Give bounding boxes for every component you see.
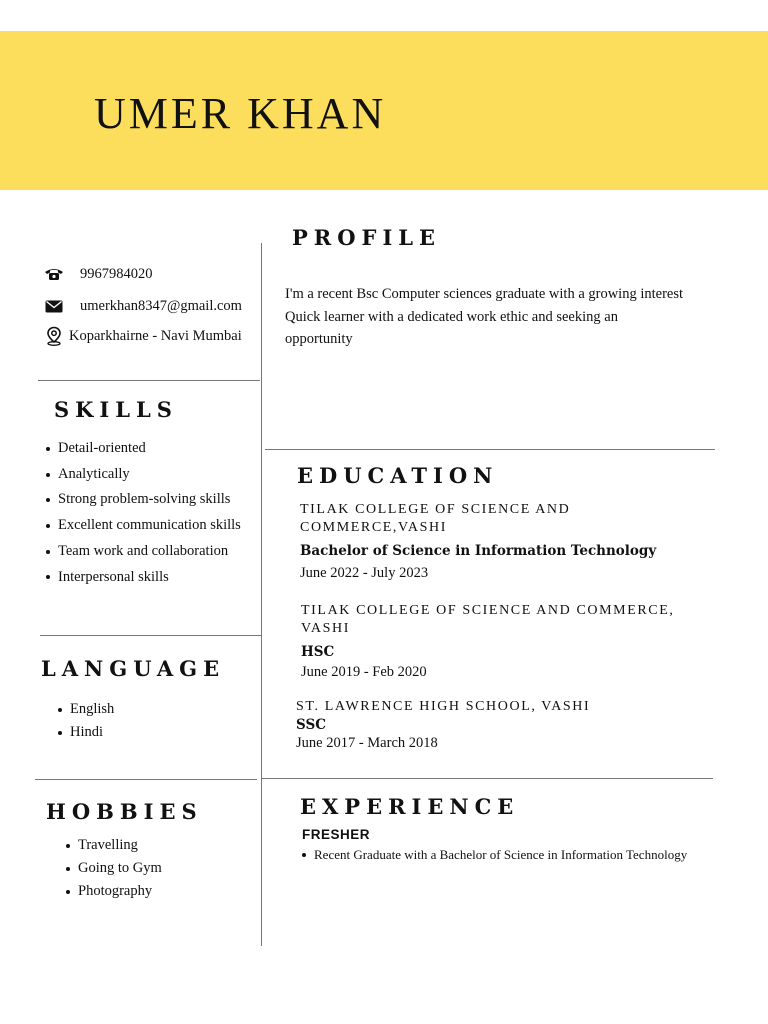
divider-education-experience xyxy=(262,778,713,779)
divider-skills-language xyxy=(40,635,262,636)
education-entry xyxy=(300,501,656,582)
hobby-item: Going to Gym xyxy=(66,857,162,880)
education-heading: EDUCATION xyxy=(297,463,499,488)
experience-list xyxy=(302,845,687,864)
education-dates: June 2017 - March 2018 xyxy=(296,735,438,751)
language-list xyxy=(58,698,114,744)
hobby-item: Photography xyxy=(66,880,162,903)
language-heading: LANGUAGE xyxy=(41,656,226,681)
email-address: umerkhan8347@gmail.com xyxy=(80,297,242,314)
divider-language-hobbies xyxy=(35,779,257,780)
education-entry xyxy=(296,698,590,752)
language-item: English xyxy=(58,698,114,721)
location-text: Koparkhairne - Navi Mumbai xyxy=(69,327,242,344)
skill-item: Interpersonal skills xyxy=(46,565,241,591)
skill-item: Team work and collaboration xyxy=(46,539,241,565)
skill-item: Detail-oriented xyxy=(46,436,241,462)
divider-contact-skills xyxy=(38,380,260,381)
experience-heading: EXPERIENCE xyxy=(300,794,520,819)
college-name-line: TILAK COLLEGE OF SCIENCE AND COMMERCE, xyxy=(301,603,675,618)
column-divider xyxy=(261,243,262,946)
contact-location xyxy=(44,327,242,345)
skills-heading: SKILLS xyxy=(54,397,178,422)
education-dates: June 2019 - Feb 2020 xyxy=(301,664,427,680)
college-name-line: COMMERCE,VASHI xyxy=(300,520,447,535)
skill-item: Excellent communication skills xyxy=(46,513,241,539)
profile-heading: PROFILE xyxy=(292,225,442,250)
envelope-icon xyxy=(44,297,64,315)
profile-line: Quick learner with a dedicated work ethic and seeking an xyxy=(285,308,618,325)
location-pin-icon xyxy=(44,327,64,345)
profile-line: I'm a recent Bsc Computer sciences graduate with a growing interest xyxy=(285,286,684,302)
divider-profile-education xyxy=(265,449,715,450)
degree-name: Bachelor of Science in Information Technology xyxy=(300,543,657,559)
phone-icon xyxy=(44,265,64,283)
candidate-name: UMER KHAN xyxy=(94,89,387,138)
college-name-line: VASHI xyxy=(301,621,350,636)
phone-number: 9967984020 xyxy=(80,265,153,282)
degree-name: SSC xyxy=(296,717,326,733)
experience-item: Recent Graduate with a Bachelor of Science in Information Technology xyxy=(302,845,687,864)
hobbies-list xyxy=(66,834,162,903)
college-name-line: ST. LAWRENCE HIGH SCHOOL, VASHI xyxy=(296,699,591,714)
profile-line: opportunity xyxy=(285,331,353,347)
skill-item: Analytically xyxy=(46,462,241,488)
profile-summary xyxy=(285,283,725,351)
education-entry xyxy=(301,602,674,681)
hobby-item: Travelling xyxy=(66,834,162,857)
experience-role: FRESHER xyxy=(302,827,371,842)
degree-name: HSC xyxy=(301,644,335,660)
college-name-line: TILAK COLLEGE OF SCIENCE AND xyxy=(300,502,571,517)
language-item: Hindi xyxy=(58,721,114,744)
contact-phone xyxy=(44,265,153,283)
contact-email xyxy=(44,297,242,315)
skills-list xyxy=(46,436,241,590)
hobbies-heading: HOBBIES xyxy=(46,799,203,824)
education-dates: June 2022 - July 2023 xyxy=(300,565,429,581)
skill-item: Strong problem-solving skills xyxy=(46,487,241,513)
